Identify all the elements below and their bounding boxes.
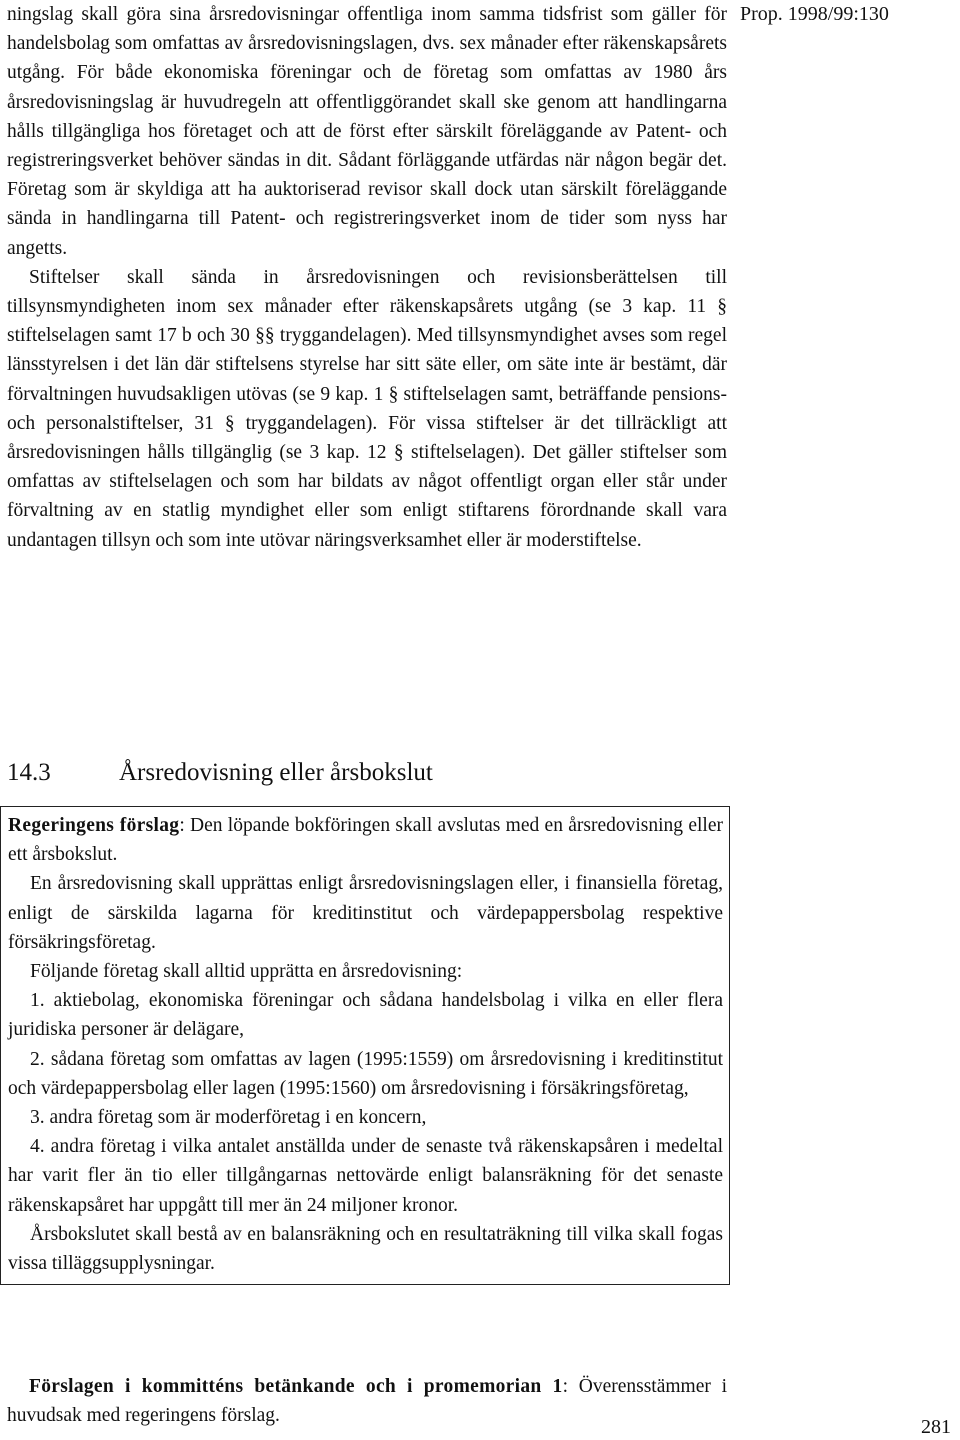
margin-reference: Prop. 1998/99:130 xyxy=(740,3,889,25)
proposal-lead-text: : Den löpande bokföringen skall avslutas med en årsredovisning eller ett årsbokslut. xyxy=(8,815,723,866)
proposal-list-item: 2. sådana företag som omfattas av lagen (1995:1559) om årsredovisning i kreditinstitut och värdepappersbolag eller lagen (1995:1560) om årsredovisning i försäkringsföretag, xyxy=(8,1048,723,1099)
paragraph: Stiftelser skall sända in årsredovisningen och revisionsberättelsen till tillsynsmyndigheten inom sex månader efter räkenskapsårets utgång (se 3 kap. 11 § stiftelselagen samt 17 b och 30 §§ tryggandelagen). Med tillsynsmyndighet avses som regel länsstyrelsen i det län där stiftelsens styrelse har sitt säte eller, om säte inte är bestämt, där förvaltningen huvudsakligen utövas (se 9 kap. 1 § stiftelselagen samt, beträffande pensions- och personalstiftelser, 31 § tryggandelagen). För vissa stiftelser är det tillräckligt att årsredovisningen hålls tillgänglig (se 3 kap. 12 § stiftelselagen). Det gäller stiftelser som omfattas av stiftelselagen och som har bildats av något offentligt organ eller står under förvaltning av en statlig myndighet eller som enligt stiftarens förordnande skall vara undantagen tillsyn och som inte utövar näringsverksamhet eller är moderstiftelse. xyxy=(7,266,727,551)
committee-note xyxy=(7,1372,727,1430)
proposal-box xyxy=(0,806,730,1285)
section-number: 14.3 xyxy=(7,759,51,786)
proposal-paragraph: Följande företag skall alltid upprätta en årsredovisning: xyxy=(30,961,463,983)
section-title: Årsredovisning eller årsbokslut xyxy=(119,759,433,786)
committee-lead-text: : Överensstämmer i huvudsak med regeringens förslag. xyxy=(7,1376,727,1427)
proposal-list-item: 1. aktiebolag, ekonomiska föreningar och sådana handelsbolag i vilka en eller flera juridiska personer är delägare, xyxy=(8,990,723,1041)
page-number: 281 xyxy=(921,1416,951,1438)
section-heading xyxy=(7,756,433,790)
proposal-list-item: 3. andra företag som är moderföretag i en koncern, xyxy=(30,1107,427,1129)
proposal-paragraph: En årsredovisning skall upprättas enligt årsredovisningslagen eller, i finansiella företag, enligt de särskilda lagarna för kreditinstitut och värdepappersbolag respektive försäkringsföretag. xyxy=(8,873,723,953)
body-text-top xyxy=(7,0,727,555)
paragraph: ningslag skall göra sina årsredovisningar offentliga inom samma tidsfrist som gäller för handelsbolag som omfattas av årsredovisningslagen, dvs. sex månader efter räkenskapsårets utgång. För både ekonomiska föreningar och de företag som omfattas av 1980 års årsredovisningslag är huvudregeln att offentliggörandet skall ske genom att handlingarna hålls tillgängliga hos företaget och att de först efter särskilt föreläggande av Patent- och registreringsverket behöver sändas in dit. Sådant förläggande utfärdas när någon begär det. Företag som är skyldiga att ha auktoriserad revisor skall dock utan särskilt föreläggande sända in handlingarna till Patent- och registreringsverket inom de tider som nyss har angetts. xyxy=(7,4,727,259)
proposal-list-item: 4. andra företag i vilka antalet anställda under de senaste två räkenskapsåren i medeltal har varit fler än tio eller tillgångarnas nettovärde enligt balansräkning för det senaste räkenskapsåret har uppgått till mer än 24 miljoner kronor. xyxy=(8,1136,723,1216)
committee-paragraph xyxy=(7,1372,727,1430)
proposal-lead xyxy=(8,811,723,869)
proposal-paragraph: Årsbokslutet skall bestå av en balansräkning och en resultaträkning till vilka skall fogas vissa tilläggsupplysningar. xyxy=(8,1223,723,1275)
committee-lead-label: Förslagen i kommitténs betänkande och i promemorian 1 xyxy=(29,1376,563,1397)
proposal-lead-label: Regeringens förslag xyxy=(8,815,180,836)
